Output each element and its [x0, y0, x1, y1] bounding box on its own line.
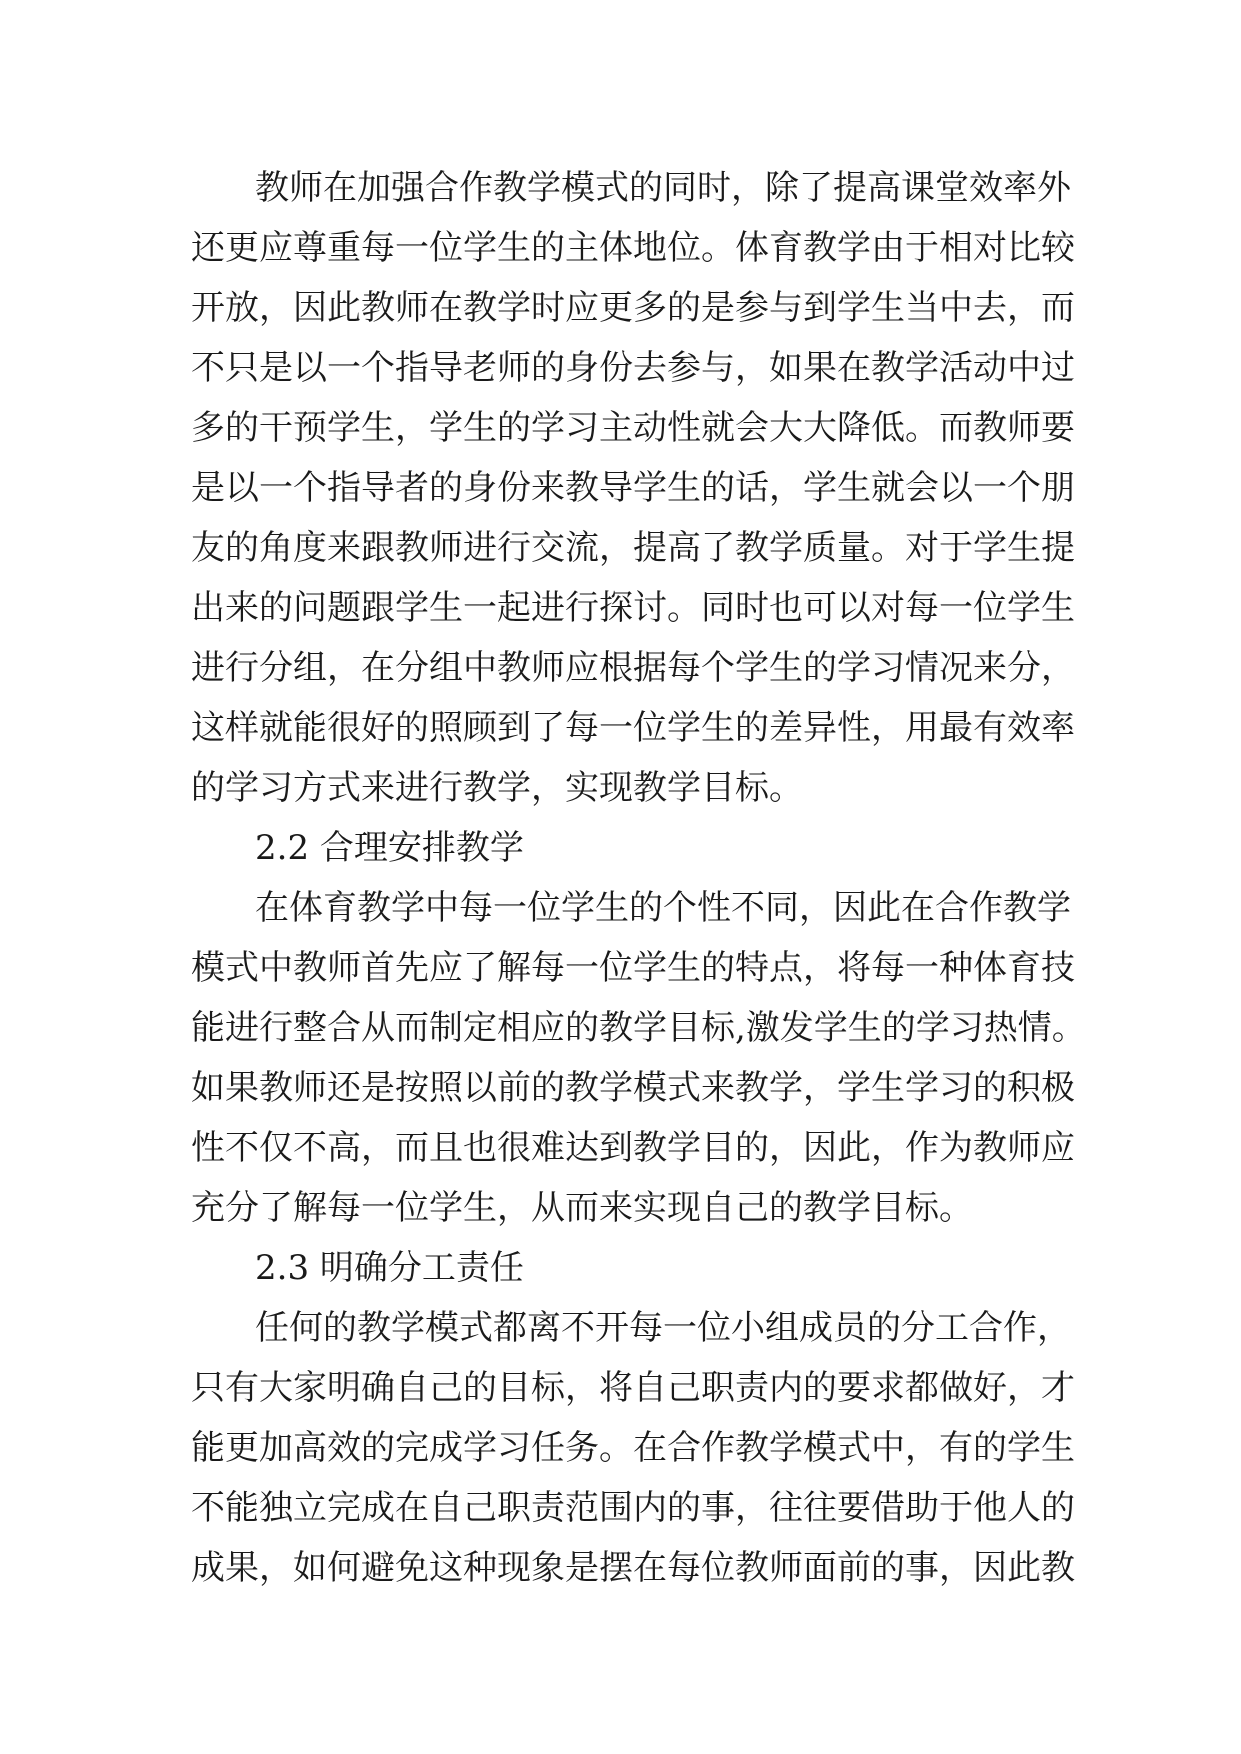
text-line: 任何的教学模式都离不开每一位小组成员的分工合作， — [255, 1308, 1071, 1348]
text-line: 是以一个指导者的身份来教导学生的话，学生就会以一个朋 — [191, 468, 1075, 508]
text-line: 成果，如何避免这种现象是摆在每位教师面前的事，因此教 — [191, 1548, 1075, 1588]
text-line: 在体育教学中每一位学生的个性不同，因此在合作教学 — [255, 888, 1071, 928]
text-line: 多的干预学生，学生的学习主动性就会大大降低。而教师要 — [191, 408, 1075, 448]
text-line: 模式中教师首先应了解每一位学生的特点，将每一种体育技 — [191, 948, 1075, 988]
text-line: 出来的问题跟学生一起进行探讨。同时也可以对每一位学生 — [191, 588, 1075, 628]
text-line: 充分了解每一位学生，从而来实现自己的教学目标。 — [191, 1188, 973, 1228]
text-line: 还更应尊重每一位学生的主体地位。体育教学由于相对比较 — [191, 228, 1075, 268]
text-line: 友的角度来跟教师进行交流，提高了教学质量。对于学生提 — [191, 528, 1075, 568]
text-line: 性不仅不高，而且也很难达到教学目的，因此，作为教师应 — [191, 1128, 1075, 1168]
paragraph-1 — [191, 158, 1075, 818]
text-line: 不只是以一个指导老师的身份去参与，如果在教学活动中过 — [191, 348, 1075, 388]
text-line: 教师在加强合作教学模式的同时，除了提高课堂效率外 — [255, 168, 1071, 208]
text-line: 进行分组，在分组中教师应根据每个学生的学习情况来分， — [191, 648, 1075, 688]
text-line: 能进行整合从而制定相应的教学目标,激发学生的学习热情。 — [191, 1008, 1086, 1048]
document-body — [191, 158, 1086, 1598]
text-line: 只有大家明确自己的目标，将自己职责内的要求都做好，才 — [191, 1368, 1075, 1408]
text-line: 如果教师还是按照以前的教学模式来教学，学生学习的积极 — [191, 1068, 1075, 1108]
text-line: 不能独立完成在自己职责范围内的事，往往要借助于他人的 — [191, 1488, 1075, 1528]
paragraph-3 — [191, 1298, 1075, 1598]
section-heading-2-2: 2.2 合理安排教学 — [255, 828, 524, 868]
paragraph-2 — [191, 878, 1086, 1238]
text-line: 这样就能很好的照顾到了每一位学生的差异性，用最有效率 — [191, 708, 1075, 748]
text-line: 能更加高效的完成学习任务。在合作教学模式中，有的学生 — [191, 1428, 1075, 1468]
text-line: 开放，因此教师在教学时应更多的是参与到学生当中去，而 — [191, 288, 1075, 328]
section-heading-2-3: 2.3 明确分工责任 — [255, 1248, 524, 1288]
text-line: 的学习方式来进行教学，实现教学目标。 — [191, 768, 803, 808]
